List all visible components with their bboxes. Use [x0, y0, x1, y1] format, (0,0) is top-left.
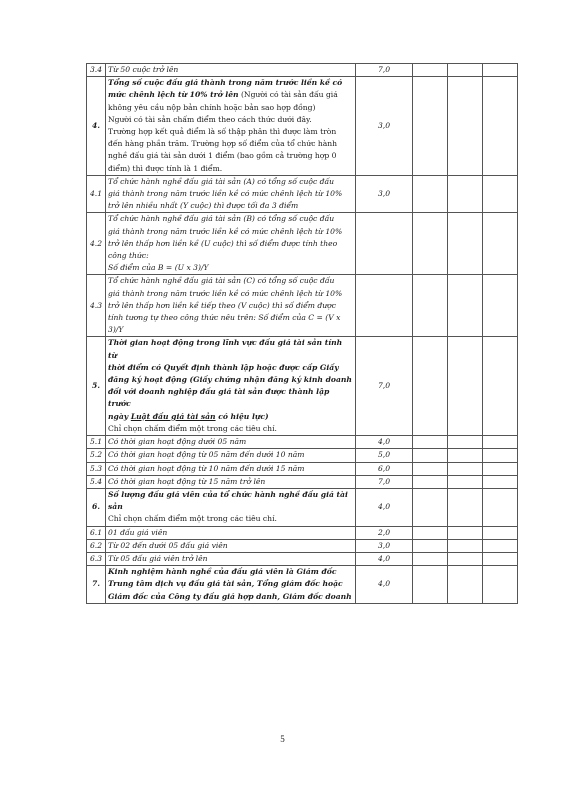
- table-row: [87, 275, 518, 337]
- criterion-heading-line: đăng ký hoạt động (Giấy chứng nhận đăng ký kinh doanh: [108, 375, 352, 385]
- criterion-description: [106, 77, 356, 176]
- score-cell: [483, 275, 518, 337]
- score-cell: [483, 449, 518, 462]
- criterion-text-line: (Người có tài sản đấu giá: [240, 90, 338, 100]
- criterion-text-line: Có thời gian hoạt động từ 10 năm đến dưới 15 năm: [108, 463, 305, 473]
- max-points: 5,0: [356, 449, 413, 462]
- max-points: 4,0: [356, 552, 413, 565]
- criterion-number: 4.: [87, 77, 106, 176]
- table-row: [87, 475, 518, 488]
- criterion-description: [106, 552, 356, 565]
- criterion-text-line: Từ 05 đấu giá viên trở lên: [108, 553, 208, 563]
- score-cell: [483, 436, 518, 449]
- max-points: 7,0: [356, 64, 413, 77]
- criterion-text-line: Từ 50 cuộc trở lên: [108, 65, 179, 74]
- table-row: [87, 552, 518, 565]
- score-cell: [448, 566, 483, 604]
- criterion-number: 5.2: [87, 449, 106, 462]
- criterion-text-line: 3)/Y: [108, 325, 124, 335]
- max-points: 4,0: [356, 488, 413, 526]
- criterion-number: 6.2: [87, 539, 106, 552]
- score-cell: [413, 488, 448, 526]
- criterion-text-line: giá thành trong năm trước liền kề có mức chênh lệch từ 10%: [108, 226, 343, 236]
- criterion-number: 6.3: [87, 552, 106, 565]
- criterion-heading-line: Thời gian hoạt động trong lĩnh vực đấu giá tài sản tính từ: [108, 338, 343, 360]
- criterion-description: [106, 337, 356, 436]
- score-cell: [448, 539, 483, 552]
- table-row: [87, 526, 518, 539]
- score-cell: [448, 488, 483, 526]
- criterion-text-line: trở lên thấp hơn liền kề tiếp theo (V cuộc) thì số điểm được: [108, 300, 337, 310]
- criterion-text-line: giá thành trong năm trước liền kề có mức chênh lệch từ 10%: [108, 288, 343, 298]
- score-cell: [413, 526, 448, 539]
- score-cell: [448, 552, 483, 565]
- score-cell: [413, 449, 448, 462]
- table-row: [87, 213, 518, 275]
- score-cell: [483, 475, 518, 488]
- score-cell: [448, 175, 483, 213]
- criterion-description: [106, 488, 356, 526]
- score-cell: [483, 64, 518, 77]
- criterion-text-line: 01 đấu giá viên: [108, 527, 168, 537]
- score-cell: [483, 337, 518, 436]
- max-points: 4,0: [356, 566, 413, 604]
- criterion-text-line: Có thời gian hoạt động dưới 05 năm: [108, 437, 247, 447]
- score-cell: [448, 213, 483, 275]
- table-row: [87, 539, 518, 552]
- score-cell: [483, 213, 518, 275]
- criterion-heading-line: ngày Luật đấu giá tài sản có hiệu lực): [108, 411, 269, 421]
- criterion-text-line: trở lên nhiều nhất (Y cuộc) thì được tối đa 3 điểm: [108, 201, 299, 211]
- criterion-description: [106, 462, 356, 475]
- max-points: [356, 275, 413, 337]
- criterion-text-line: Người có tài sản chấm điểm theo cách thức dưới đây.: [108, 114, 312, 124]
- score-cell: [413, 475, 448, 488]
- criterion-heading-line: đối với doanh nghiệp đấu giá tài sản được thành lập trước: [108, 387, 330, 409]
- criterion-number: 5.4: [87, 475, 106, 488]
- criterion-text-line: đến hàng phần trăm. Trường hợp số điểm của tổ chức hành: [108, 139, 338, 149]
- criterion-number: 6.1: [87, 526, 106, 539]
- criterion-number: 7.: [87, 566, 106, 604]
- criterion-description: [106, 213, 356, 275]
- score-cell: [413, 566, 448, 604]
- table-row: [87, 462, 518, 475]
- criterion-text-line: Chỉ chọn chấm điểm một trong các tiêu chí.: [108, 514, 277, 524]
- criterion-number: 4.2: [87, 213, 106, 275]
- criterion-number: 5.: [87, 337, 106, 436]
- criterion-text-line: Tổ chức hành nghề đấu giá tài sản (B) có tổng số cuộc đấu: [108, 214, 335, 224]
- criterion-number: 6.: [87, 488, 106, 526]
- score-cell: [413, 462, 448, 475]
- max-points: 3,0: [356, 539, 413, 552]
- criterion-number: 4.3: [87, 275, 106, 337]
- score-cell: [483, 552, 518, 565]
- page-number: 5: [280, 734, 285, 744]
- table-row: [87, 175, 518, 213]
- criteria-table: [86, 63, 518, 604]
- score-cell: [483, 488, 518, 526]
- max-points: 6,0: [356, 462, 413, 475]
- max-points: 7,0: [356, 337, 413, 436]
- score-cell: [483, 539, 518, 552]
- criterion-text-line: điểm) thì được tính là 1 điểm.: [108, 163, 223, 173]
- score-cell: [448, 526, 483, 539]
- criterion-text-line: trở lên thấp hơn liền kề (U cuộc) thì số điểm được tính theo: [108, 238, 338, 248]
- criterion-text-line: Có thời gian hoạt động từ 05 năm đến dưới 10 năm: [108, 450, 305, 460]
- score-cell: [413, 175, 448, 213]
- score-cell: [448, 449, 483, 462]
- table-row: [87, 77, 518, 176]
- criterion-number: 3.4: [87, 64, 106, 77]
- score-cell: [448, 475, 483, 488]
- score-cell: [413, 552, 448, 565]
- criterion-heading-line: mức chênh lệch từ 10% trở lên: [108, 90, 239, 100]
- score-cell: [413, 337, 448, 436]
- table-row: [87, 64, 518, 77]
- table-row: [87, 488, 518, 526]
- criterion-text-line: công thức:: [108, 251, 149, 261]
- score-cell: [483, 566, 518, 604]
- table-row: [87, 449, 518, 462]
- score-cell: [413, 64, 448, 77]
- criterion-description: [106, 475, 356, 488]
- max-points: 3,0: [356, 77, 413, 176]
- criterion-number: 5.1: [87, 436, 106, 449]
- criterion-text-line: Chỉ chọn chấm điểm một trong các tiêu chí.: [108, 423, 277, 433]
- criterion-text-line: Có thời gian hoạt động từ 15 năm trở lên: [108, 476, 266, 486]
- criterion-number: 5.3: [87, 462, 106, 475]
- criterion-description: [106, 449, 356, 462]
- criterion-text-line: Tổ chức hành nghề đấu giá tài sản (C) có tổng số cuộc đấu: [108, 276, 335, 286]
- score-cell: [483, 175, 518, 213]
- criterion-description: [106, 526, 356, 539]
- score-cell: [483, 526, 518, 539]
- criterion-text-line: Trường hợp kết quả điểm là số thập phân thì được làm tròn: [108, 127, 337, 137]
- max-points: [356, 213, 413, 275]
- criterion-description: [106, 64, 356, 77]
- score-cell: [413, 539, 448, 552]
- score-cell: [413, 275, 448, 337]
- criterion-heading-line: thời điểm có Quyết định thành lập hoặc được cấp Giấy: [108, 362, 339, 372]
- table-row: [87, 436, 518, 449]
- criterion-heading-line: Trung tâm dịch vụ đấu giá tài sản, Tổng giám đốc hoặc: [108, 579, 343, 589]
- criterion-text-line: giá thành trong năm trước liền kề có mức chênh lệch từ 10%: [108, 189, 343, 199]
- criterion-text-line: không yêu cầu nộp bản chính hoặc bản sao hợp đồng): [108, 102, 316, 112]
- criterion-description: [106, 539, 356, 552]
- score-cell: [448, 64, 483, 77]
- criterion-description: [106, 436, 356, 449]
- score-cell: [448, 275, 483, 337]
- criterion-description: [106, 275, 356, 337]
- criterion-heading-line: Tổng số cuộc đấu giá thành trong năm trước liền kề có: [108, 78, 343, 88]
- criterion-description: [106, 566, 356, 604]
- score-cell: [413, 77, 448, 176]
- criterion-text-line: Số điểm của B = (U x 3)/Y: [108, 263, 209, 273]
- max-points: 3,0: [356, 175, 413, 213]
- score-cell: [448, 77, 483, 176]
- criterion-text-line: Tổ chức hành nghề đấu giá tài sản (A) có tổng số cuộc đấu: [108, 176, 335, 186]
- criterion-heading-line: Kinh nghiệm hành nghề của đấu giá viên là Giám đốc: [108, 567, 337, 577]
- table-row: [87, 337, 518, 436]
- max-points: 2,0: [356, 526, 413, 539]
- criterion-description: [106, 175, 356, 213]
- criterion-heading-line: sản: [108, 502, 123, 512]
- score-cell: [448, 337, 483, 436]
- table-row: [87, 566, 518, 604]
- max-points: 4,0: [356, 436, 413, 449]
- score-cell: [483, 462, 518, 475]
- score-cell: [483, 77, 518, 176]
- score-cell: [413, 213, 448, 275]
- criterion-heading-line: Giám đốc của Công ty đấu giá hợp danh, Giám đốc doanh: [108, 591, 352, 601]
- criterion-number: 4.1: [87, 175, 106, 213]
- criterion-text-line: tính tương tự theo công thức nêu trên: Số điểm của C = (V x: [108, 313, 341, 323]
- criterion-text-line: nghề đấu giá tài sản dưới 1 điểm (bao gồm cả trường hợp 0: [108, 151, 337, 161]
- criterion-heading-line: Số lượng đấu giá viên của tổ chức hành nghề đấu giá tài: [108, 489, 348, 499]
- score-cell: [413, 436, 448, 449]
- score-cell: [448, 462, 483, 475]
- criterion-text-line: Từ 02 đến dưới 05 đấu giá viên: [108, 540, 228, 550]
- max-points: 7,0: [356, 475, 413, 488]
- score-cell: [448, 436, 483, 449]
